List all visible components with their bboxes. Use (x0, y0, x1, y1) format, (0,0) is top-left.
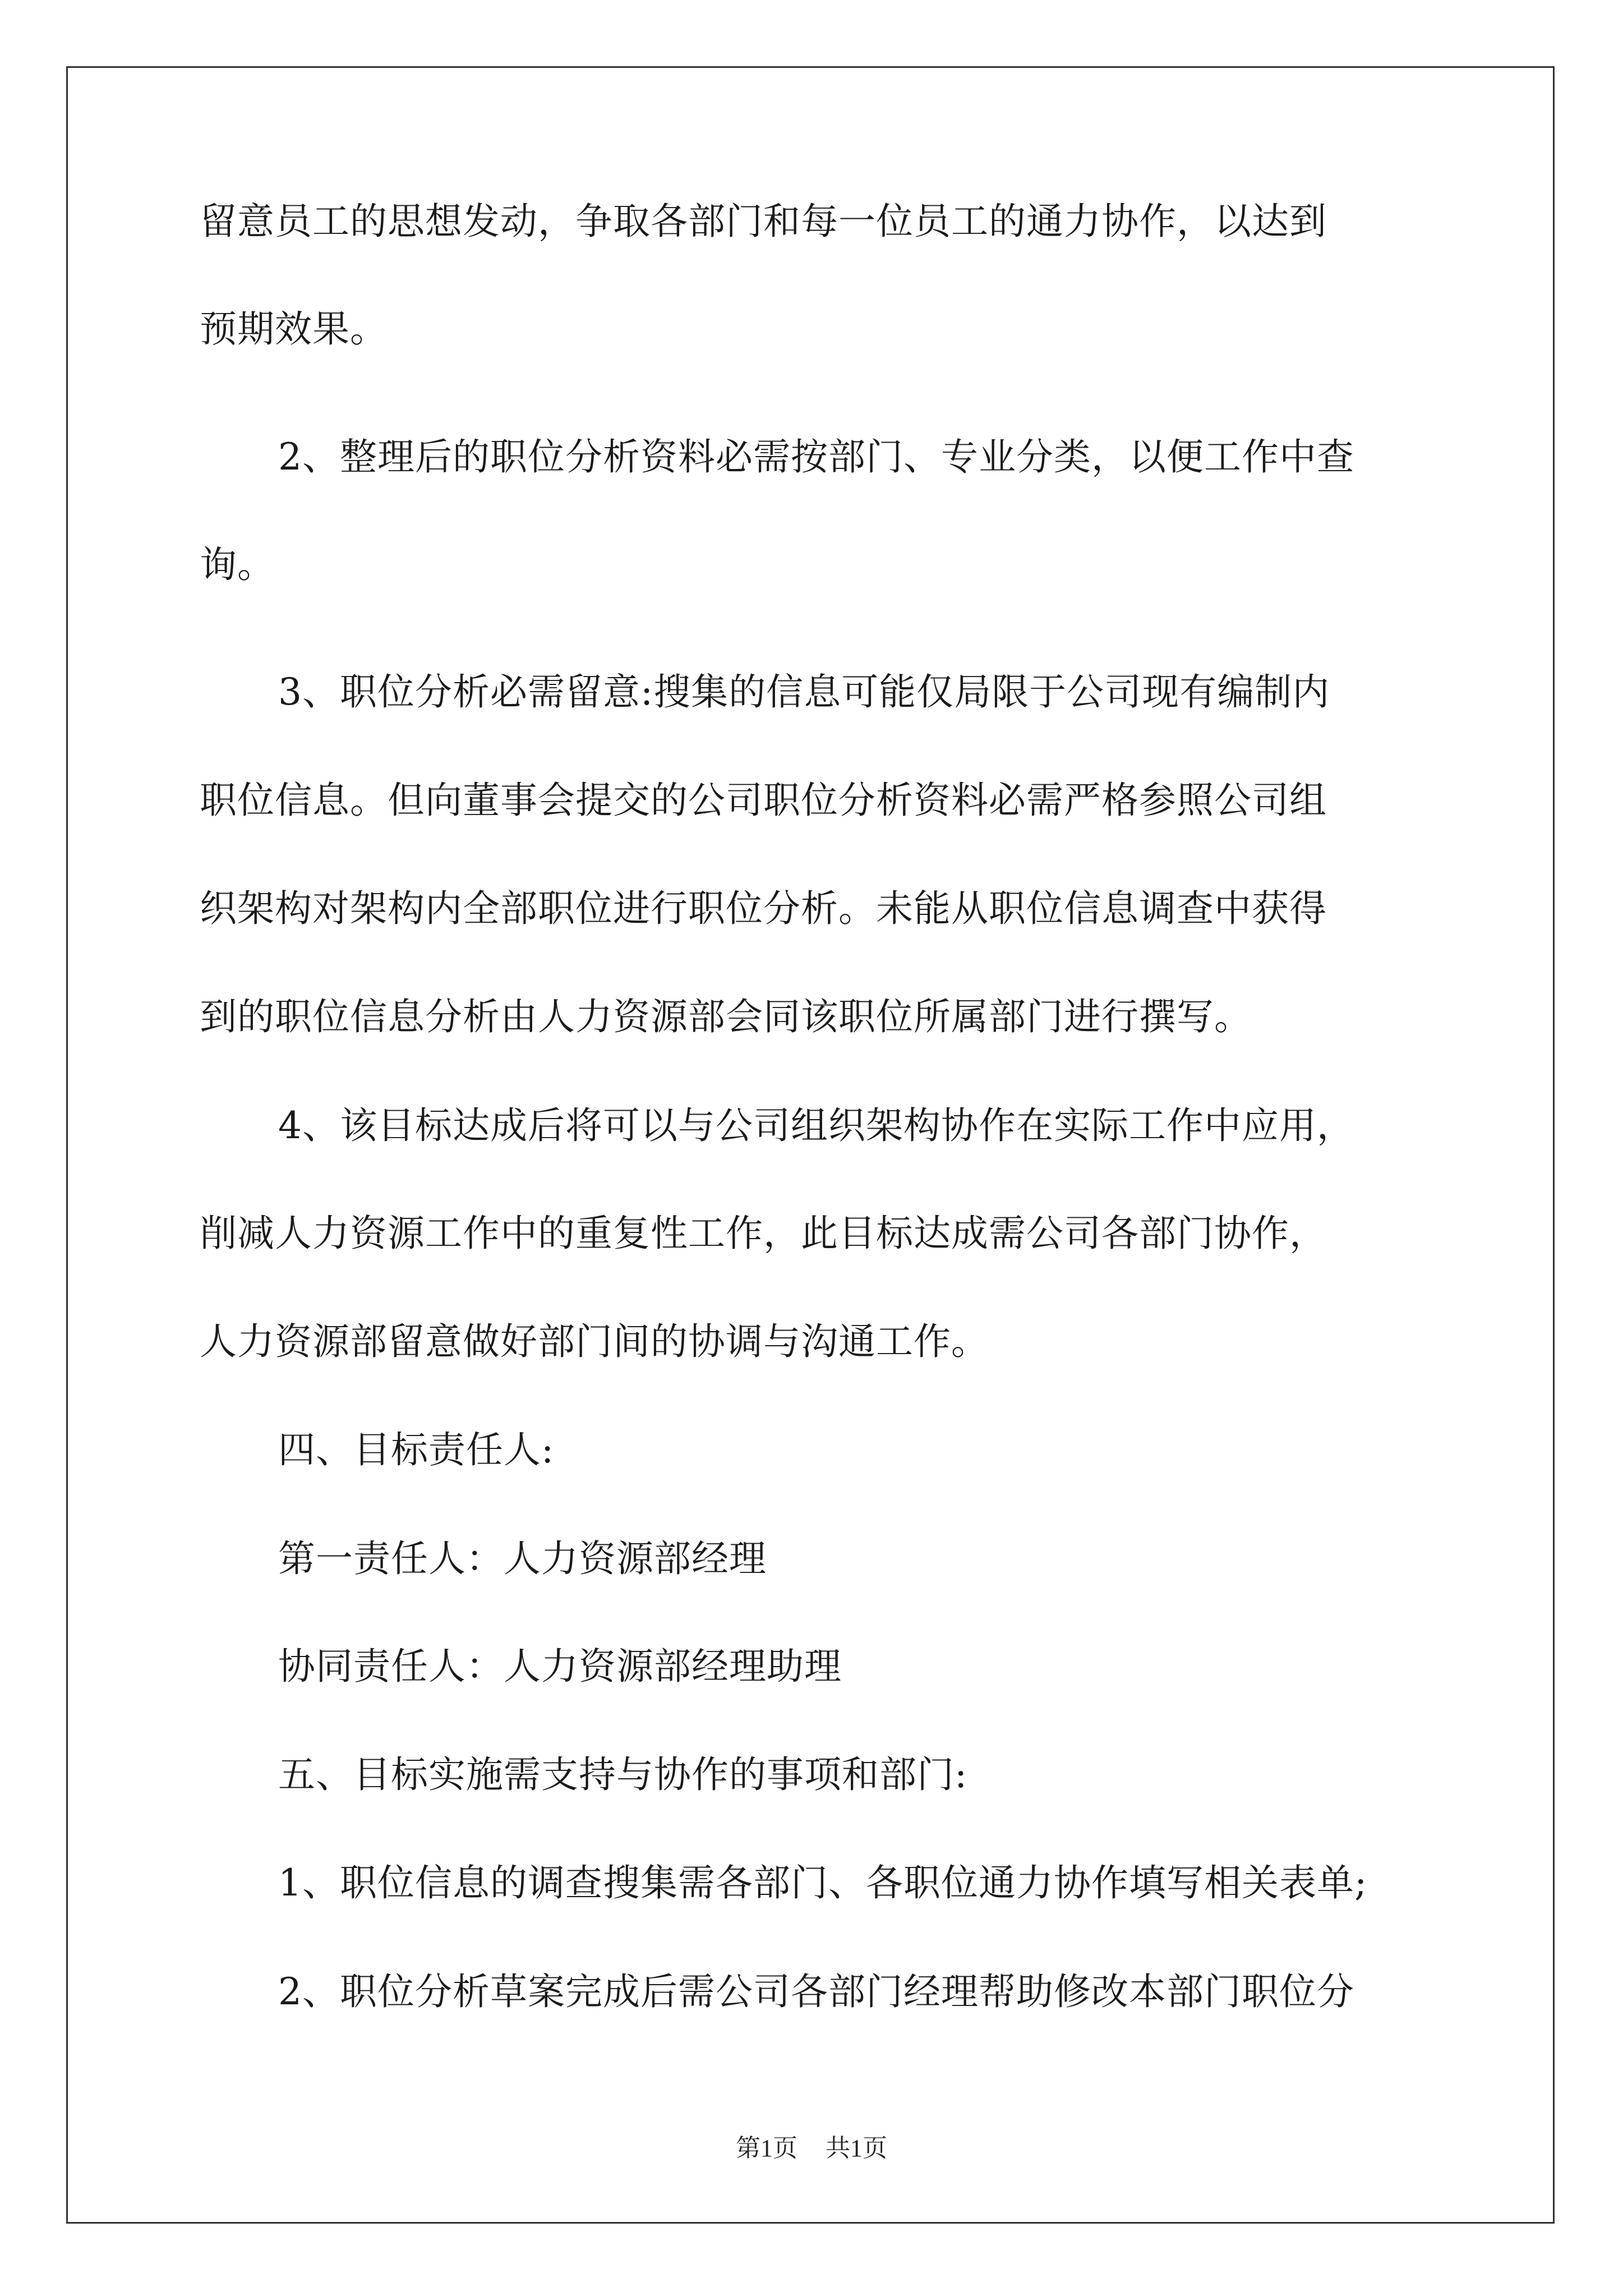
text-line: 到的职位信息分析由人力资源部会同该职位所属部门进行撰写。 (200, 995, 1252, 1038)
text-line: 协同责任人：人力资源部经理助理 (278, 1645, 842, 1688)
document-body (200, 196, 1428, 2047)
text-line: 询。 (200, 543, 275, 586)
section-heading: 五、目标实施需支持与协作的事项和部门: (278, 1753, 968, 1796)
text-line: 人力资源部留意做好部门间的协调与沟通工作。 (200, 1320, 989, 1363)
text-line: 削减人力资源工作中的重复性工作，此目标达成需公司各部门协作， (200, 1212, 1327, 1255)
text-line: 织架构对架构内全部职位进行职位分析。未能从职位信息调查中获得 (200, 887, 1327, 930)
page-number: 第1页 (736, 2134, 797, 2162)
text-line: 留意员工的思想发动，争取各部门和每一位员工的通力协作，以达到 (200, 200, 1327, 243)
page-footer (0, 2133, 1623, 2164)
section-heading: 四、目标责任人: (278, 1428, 555, 1471)
text-line: 职位信息。但向董事会提交的公司职位分析资料必需严格参照公司组 (200, 779, 1327, 822)
text-line: 2、职位分析草案完成后需公司各部门经理帮助修改本部门职位分 (278, 1970, 1354, 2013)
text-line: 3、职位分析必需留意:搜集的信息可能仅局限于公司现有编制内 (278, 670, 1330, 714)
text-line: 1、职位信息的调查搜集需各部门、各职位通力协作填写相关表单; (278, 1861, 1368, 1904)
text-line: 第一责任人：人力资源部经理 (278, 1537, 767, 1580)
text-line: 预期效果。 (200, 307, 388, 351)
text-line: 4、该目标达成后将可以与公司组织架构协作在实际工作中应用， (278, 1104, 1354, 1147)
text-line: 2、整理后的职位分析资料必需按部门、专业分类，以便工作中查 (278, 435, 1354, 478)
page-total: 共1页 (826, 2134, 887, 2162)
